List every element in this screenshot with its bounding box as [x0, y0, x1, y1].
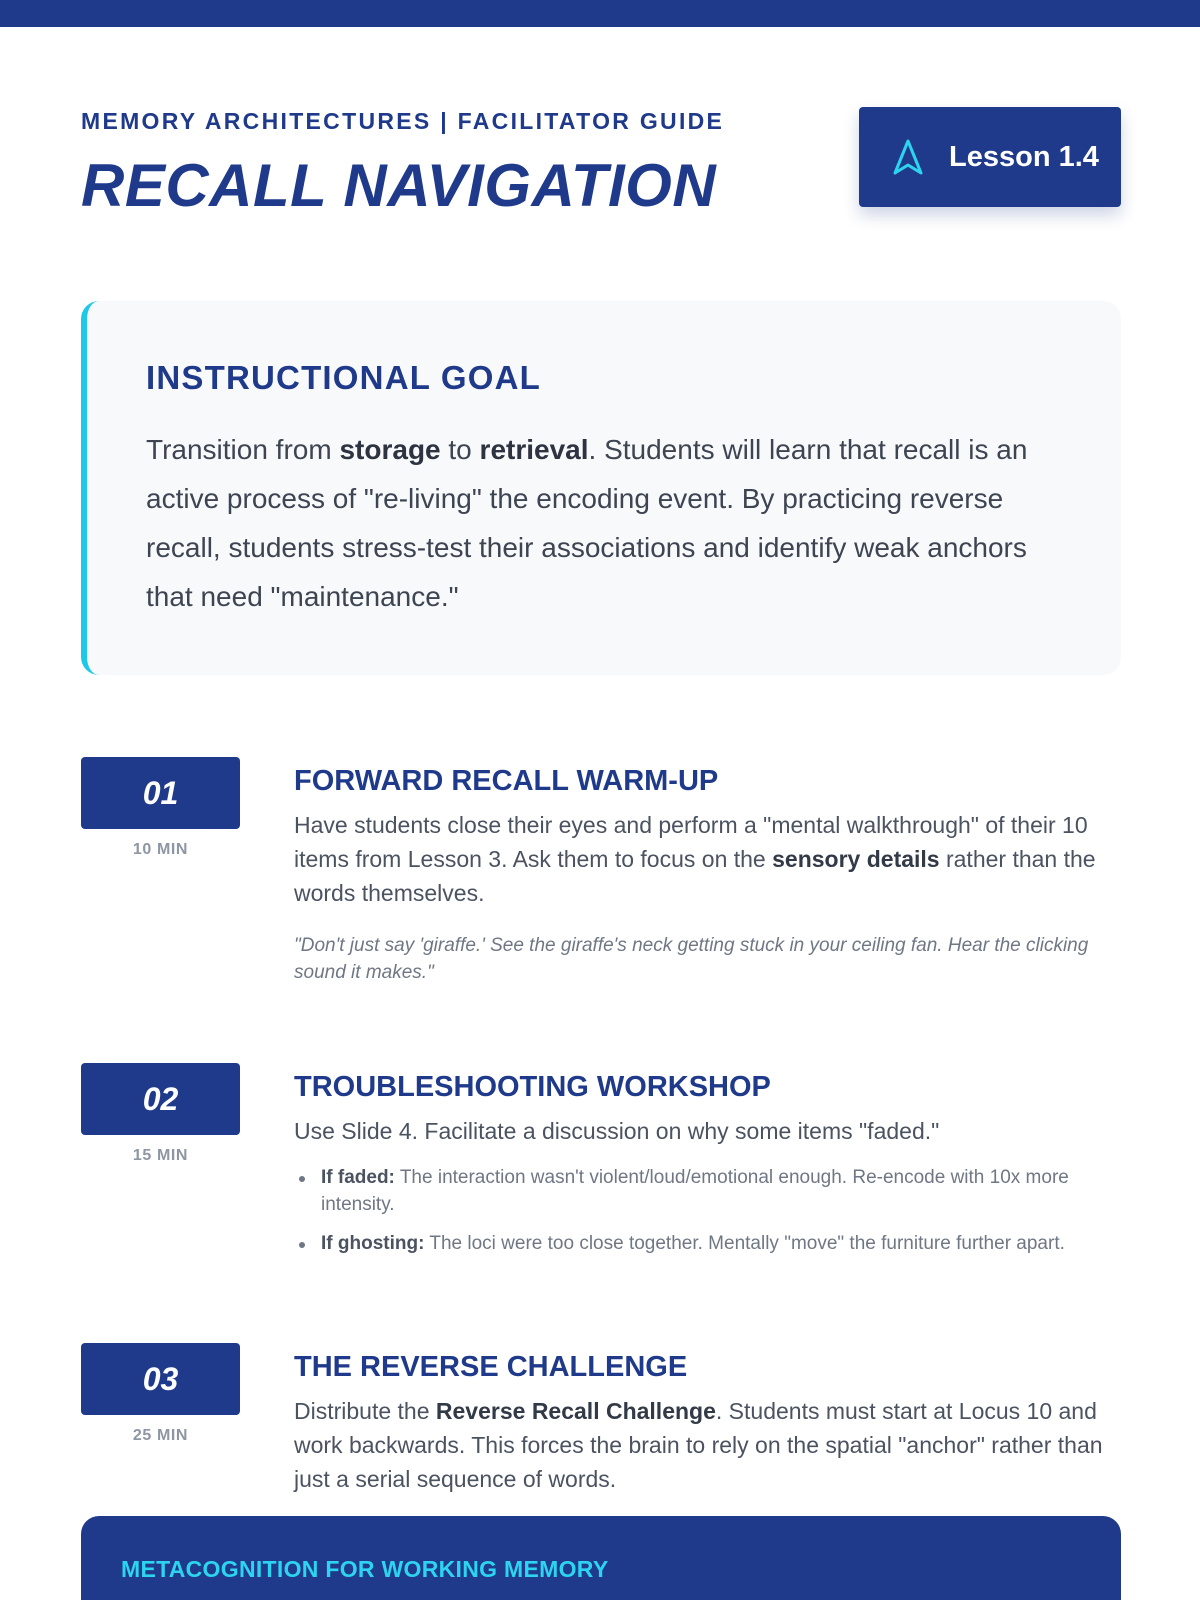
page-header [81, 108, 724, 220]
goal-heading: INSTRUCTIONAL GOAL [146, 359, 541, 396]
lesson-label: Lesson 1.4 [949, 140, 1099, 173]
step-number: 03 [81, 1343, 240, 1415]
metacognition-panel [81, 1516, 1121, 1600]
navigation-arrow-icon [891, 138, 925, 176]
step-duration: 25 MIN [132, 1427, 189, 1444]
step-title: THE REVERSE CHALLENGE [294, 1351, 688, 1383]
page-title: RECALL NAVIGATION [81, 152, 717, 219]
step-description: Use Slide 4. Facilitate a discussion on why some items "faded." [294, 1118, 940, 1144]
guide-eyebrow: MEMORY ARCHITECTURES | FACILITATOR GUIDE [81, 108, 725, 134]
instructional-goal-card [81, 301, 1121, 675]
metacognition-heading: METACOGNITION FOR WORKING MEMORY [121, 1556, 609, 1582]
goal-body: Transition from storage to retrieval. Students will learn that recall is an active process of "re-living" the encoding event. By practicing reverse recall, students stress-test their associations and identify weak anchors that need "maintenance." [146, 434, 1028, 612]
step-number: 02 [81, 1063, 240, 1135]
step-description: Have students close their eyes and perform a "mental walkthrough" of their 10 items from Lesson 3. Ask them to focus on the sensory details rather than the words themselves. [294, 812, 1096, 906]
list-item: If ghosting: The loci were too close together. Mentally "move" the furniture further apart. [294, 1230, 1124, 1257]
facilitator-quote: "Don't just say 'giraffe.' See the giraffe's neck getting stuck in your ceiling fan. Hear the clicking sound it makes." [294, 935, 1089, 983]
top-accent-bar [0, 0, 1200, 27]
step-title: TROUBLESHOOTING WORKSHOP [294, 1071, 771, 1103]
list-item: If faded: The interaction wasn't violent/loud/emotional enough. Re-encode with 10x more intensity. [294, 1164, 1124, 1218]
step-number: 01 [81, 757, 240, 829]
lesson-badge [859, 107, 1121, 207]
step-duration: 15 MIN [132, 1147, 189, 1164]
step-description: Distribute the Reverse Recall Challenge. Students must start at Locus 10 and work backwards. This forces the brain to rely on the spatial "anchor" rather than just a serial sequence of words. [294, 1398, 1103, 1492]
step-duration: 10 MIN [132, 841, 189, 858]
step-title: FORWARD RECALL WARM-UP [294, 765, 719, 797]
troubleshooting-list [294, 1164, 1124, 1257]
